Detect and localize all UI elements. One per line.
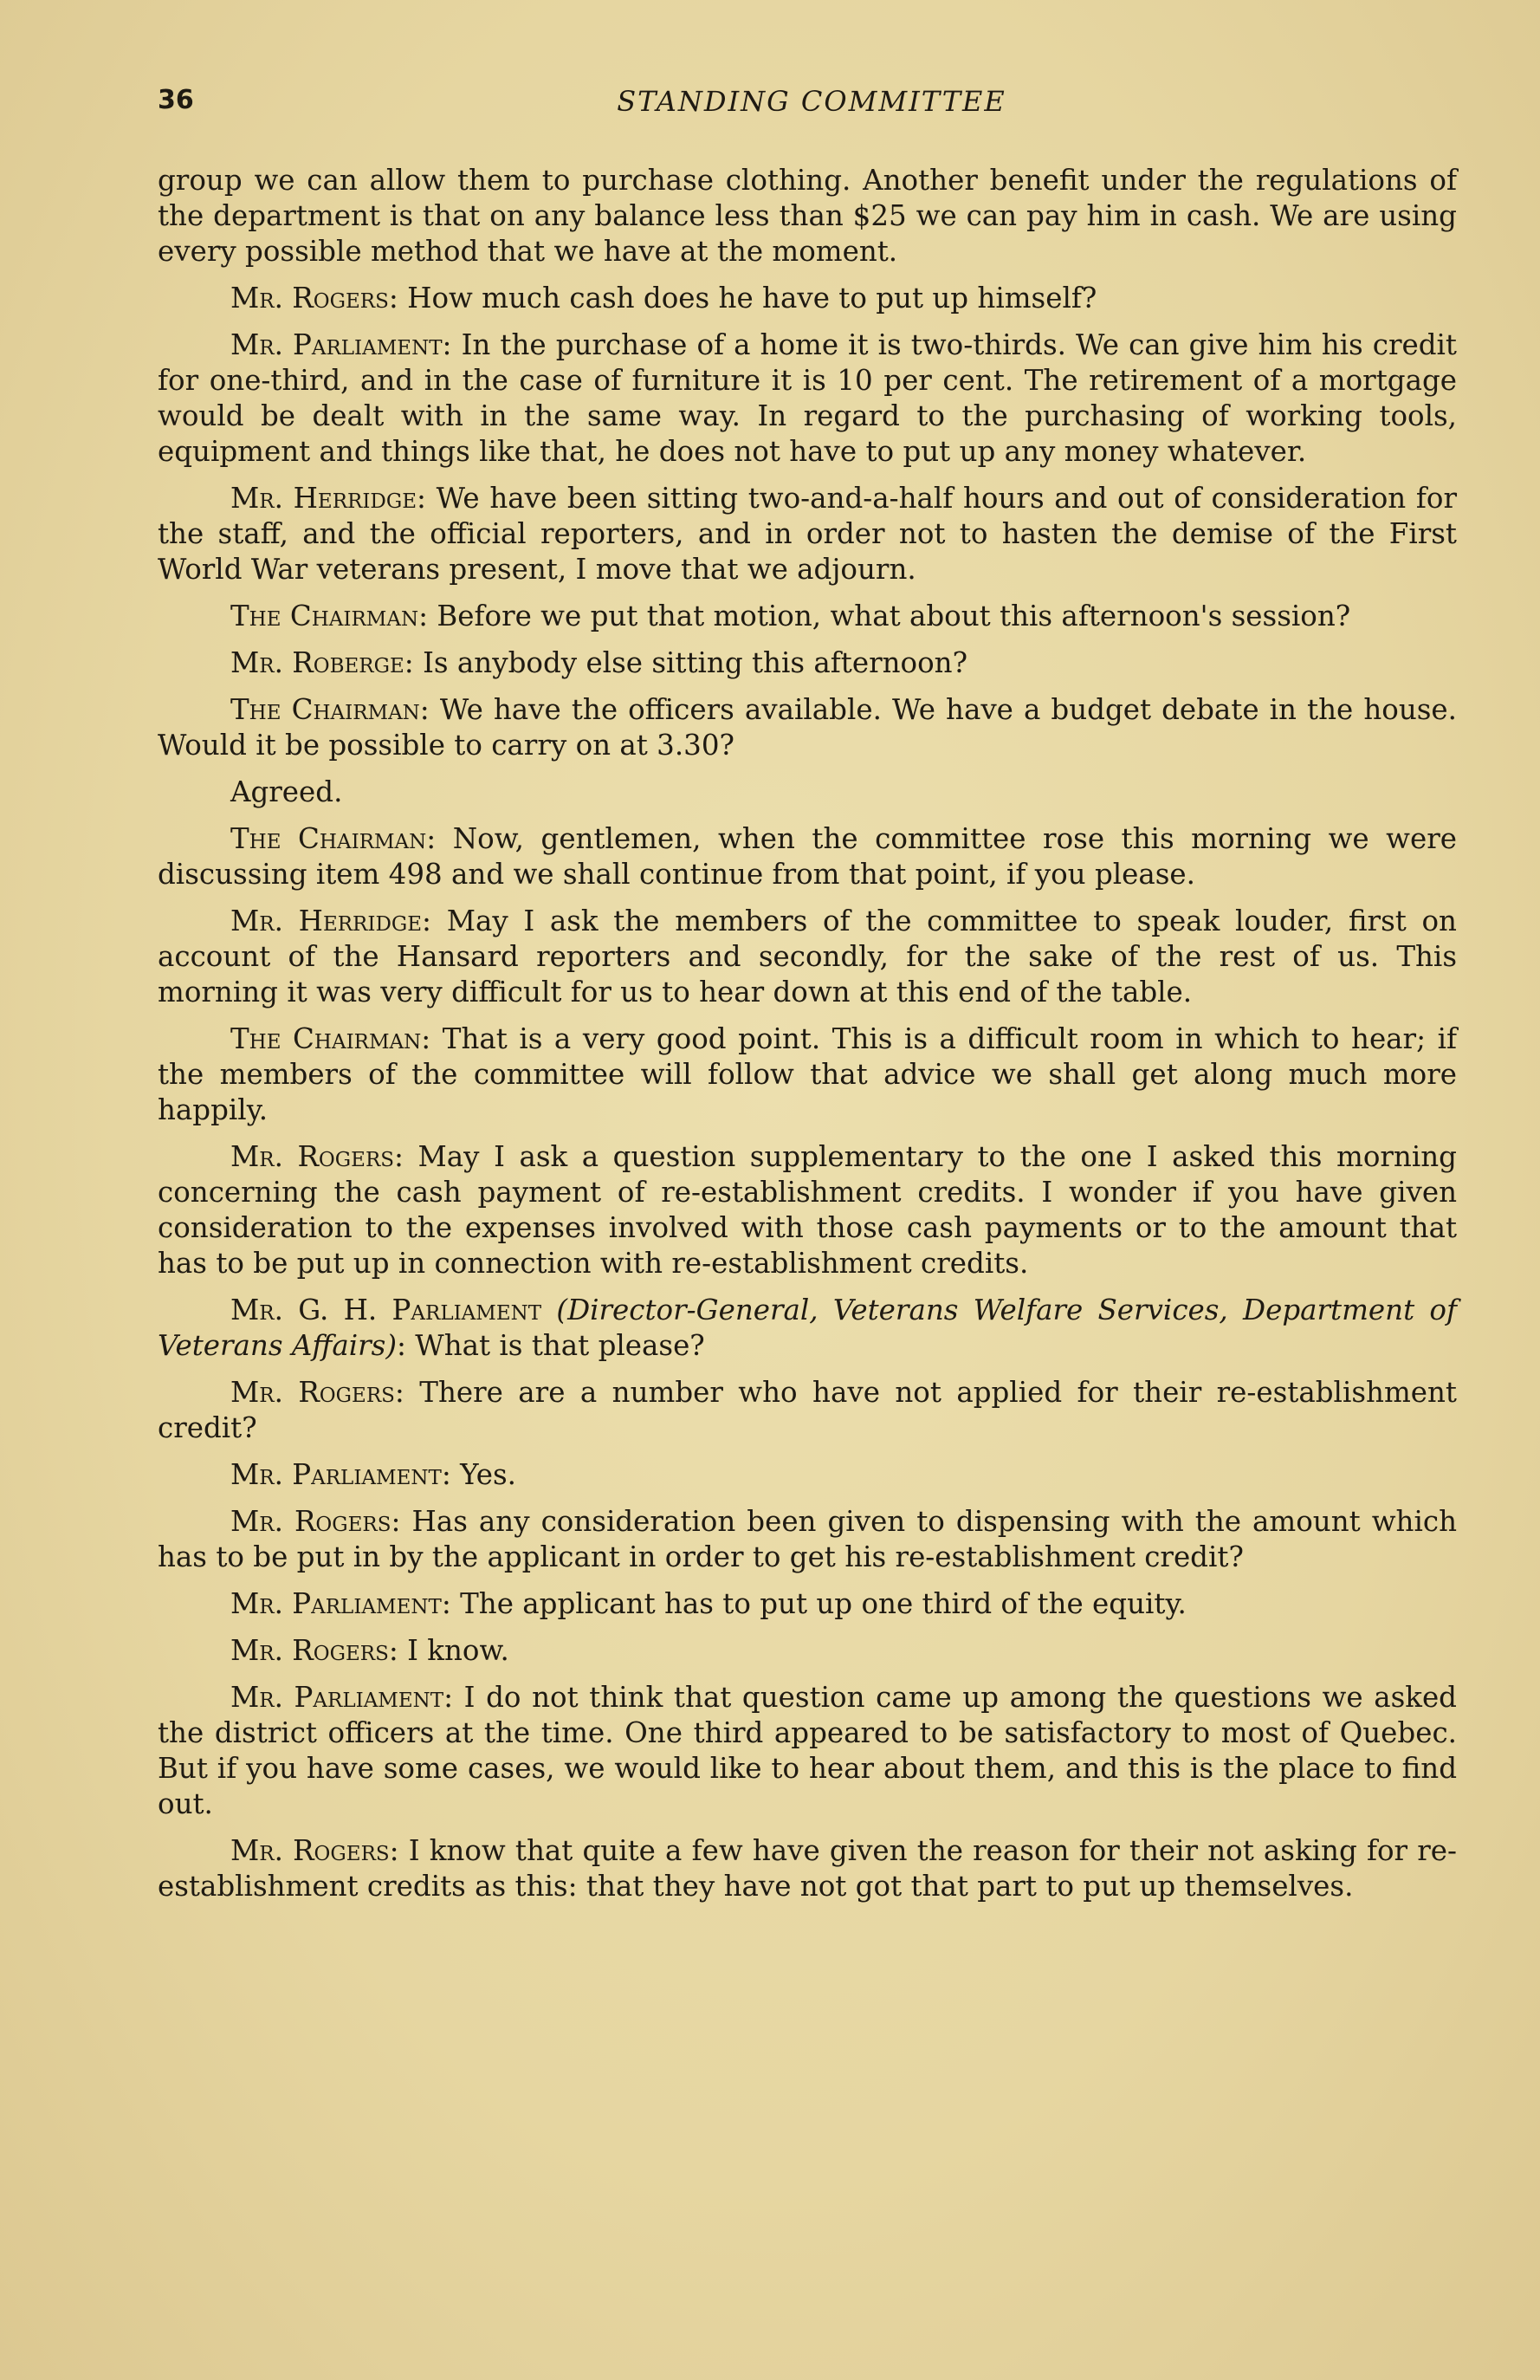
speaker-name: Mr. Parliament: xyxy=(230,328,452,361)
paragraph-text: There are a number who have not applied for their re-establishment credit? xyxy=(158,1376,1457,1444)
paragraph xyxy=(158,1586,1457,1622)
speaker-name: Mr. Roberge: xyxy=(230,646,414,679)
paragraph xyxy=(158,775,1457,810)
paragraph xyxy=(158,327,1457,470)
paragraph-text: Yes. xyxy=(460,1458,516,1491)
paragraph-text: We have the officers available. We have a budget debate in the house. Would it be possible to carry on at 3.30? xyxy=(158,693,1457,762)
paragraph-text: Has any consideration been given to dispensing with the amount which has to be put in by the applicant in order to get his re-establishment credit? xyxy=(158,1505,1457,1573)
paragraph-text: I do not think that question came up among the questions we asked the district officers at the time. One third appeared to be satisfactory to most of Quebec. But if you have some cases, we would like to hear about them, and this is the place to find out. xyxy=(158,1681,1457,1820)
paragraph xyxy=(158,1833,1457,1904)
speaker-name: The Chairman: xyxy=(230,822,437,855)
paragraph-text: Is anybody else sitting this afternoon? xyxy=(423,646,968,679)
speaker-name: The Chairman: xyxy=(230,600,429,632)
paragraph-text: That is a very good point. This is a difficult room in which to hear; if the members of the committee will follow that advice we shall get along much more happily. xyxy=(158,1022,1457,1126)
paragraph xyxy=(158,599,1457,634)
paragraph xyxy=(158,1680,1457,1822)
paragraph-text: Now, gentlemen, when the committee rose this morning we were discussing item 498 and we shall continue from that point, if you please. xyxy=(158,822,1457,891)
speaker-name: Mr. Rogers: xyxy=(230,1376,404,1409)
paragraph-text: We have been sitting two-and-a-half hours and out of consideration for the staff, and the official reporters, and in order not to hasten the demise of the First World War veterans present, I move that we adjourn. xyxy=(158,482,1457,586)
paragraph-text: : What is that please? xyxy=(397,1329,705,1362)
speaker-name: Mr. Herridge: xyxy=(230,482,426,515)
paragraph-text: I know. xyxy=(407,1634,509,1667)
speaker-name: Mr. Rogers: xyxy=(230,1634,398,1667)
paragraph-text: May I ask the members of the committee to speak louder, first on account of the Hansard reporters and secondly, for the sake of the rest of us. This morning it was very difficult for us to hear down at this end of the table. xyxy=(158,905,1457,1008)
paragraph xyxy=(158,1139,1457,1281)
paragraph-text: May I ask a question supplementary to the one I asked this morning concerning the cash payment of re-establishment credits. I wonder if you have given consideration to the expenses involved with those cash payments or to the amount that has to be put up in connection with re-establishment credits. xyxy=(158,1140,1457,1280)
paragraph-text: Agreed. xyxy=(230,775,343,808)
paragraph-text: Before we put that motion, what about this afternoon's session? xyxy=(437,600,1351,632)
speaker-role: (Director-General, Veterans Welfare Services, Department of Veterans Affairs) xyxy=(158,1294,1457,1362)
paragraph xyxy=(158,1375,1457,1446)
running-head: STANDING COMMITTEE xyxy=(617,85,1006,118)
speaker-name: Mr. Parliament: xyxy=(230,1458,451,1491)
speaker-name: Mr. Rogers: xyxy=(230,1834,399,1867)
page-number: 36 xyxy=(158,85,194,115)
body-text xyxy=(158,163,1457,1916)
paragraph-text: How much cash does he have to put up himself? xyxy=(407,282,1097,315)
paragraph-text: The applicant has to put up one third of the equity. xyxy=(460,1587,1187,1620)
speaker-name: Mr. Rogers: xyxy=(230,282,398,315)
paragraph xyxy=(158,1457,1457,1493)
paragraph xyxy=(158,645,1457,681)
page-header xyxy=(158,85,1466,128)
paragraph xyxy=(158,1021,1457,1128)
speaker-name: Mr. Rogers: xyxy=(230,1140,404,1173)
paragraph xyxy=(158,1633,1457,1669)
paragraph-text: group we can allow them to purchase clothing. Another benefit under the regulations of the department is that on any balance less than $25 we can pay him in cash. We are using every possible method that we have at the moment. xyxy=(158,164,1457,268)
paragraph xyxy=(158,821,1457,892)
speaker-name: Mr. Parliament: xyxy=(230,1587,451,1620)
paragraph-text: In the purchase of a home it is two-thirds. We can give him his credit for one-third, and in the case of furniture it is 10 per cent. The retirement of a mortgage would be dealt with in the same way. In regard to the purchasing of working tools, equipment and things like that, he does not have to put up any money whatever. xyxy=(158,328,1457,468)
paragraph-text: I know that quite a few have given the reason for their not asking for re-establishment credits as this: that they have not got that part to put up themselves. xyxy=(158,1834,1457,1903)
paragraph xyxy=(158,692,1457,763)
speaker-name: The Chairman: xyxy=(230,693,430,726)
speaker-name: Mr. Parliament: xyxy=(230,1681,454,1714)
speaker-name: Mr. Rogers: xyxy=(230,1505,401,1538)
paragraph xyxy=(158,1293,1457,1364)
speaker-name: The Chairman: xyxy=(230,1022,431,1055)
paragraph xyxy=(158,904,1457,1010)
paragraph xyxy=(158,1504,1457,1575)
paragraph xyxy=(158,281,1457,316)
speaker-name: Mr. G. H. Parliament xyxy=(230,1294,542,1326)
paragraph xyxy=(158,481,1457,587)
speaker-name: Mr. Herridge: xyxy=(230,905,432,937)
paragraph xyxy=(158,163,1457,269)
